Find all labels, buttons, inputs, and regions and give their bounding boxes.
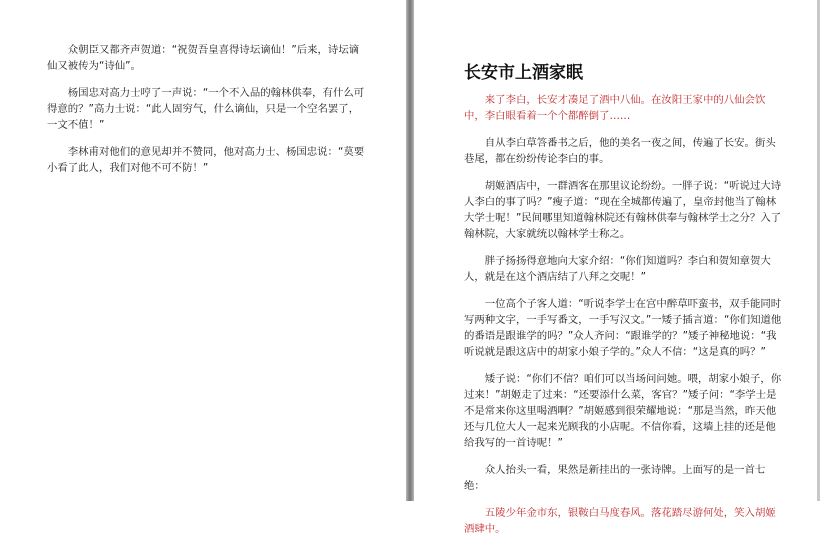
left-page-content <box>47 42 365 187</box>
right-page-paragraphs <box>464 92 784 537</box>
chapter-title: 长安市上酒家眠 <box>464 63 583 83</box>
right-paragraph: 自从李白草答番书之后，他的美名一夜之间，传遍了长安。街头巷尾，都在纷纷传论李白的事。 <box>464 137 776 165</box>
page-gutter <box>406 0 414 501</box>
right-paragraph: 矮子说：“你们不信？咱们可以当场问问她。喂，胡家小娘子，你过来！”胡姬走了过来：“还要添什么菜，客官？”矮子问：“李学士是不是常来你这里喝酒啊？”胡姬感到很荣耀地说：“那是当然，昨天他还与几位大人一起来光顾我的小店呢。不信你看，这墙上挂的还是他给我写的一首诗呢！” <box>464 373 782 449</box>
right-paragraph: 来了李白，长安才凑足了酒中八仙。在汝阳王家中的八仙会饮中，李白眼看着一个个都醉倒了…… <box>464 94 766 122</box>
right-page-content <box>464 62 784 548</box>
right-paragraph: 五陵少年金市东，银鞍白马度春风。落花踏尽游何处，笑入胡姬酒肆中。 <box>464 507 776 535</box>
right-paragraph: 胡姬酒店中，一群酒客在那里议论纷纷。一胖子说：“听说过大诗人李白的事了吗？”瘦子道：“现在全城都传遍了，皇帝封他当了翰林大学士呢！”民间哪里知道翰林院还有翰林供奉与翰林学士之分？入了翰林院，大家就统以翰林学士称之。 <box>464 180 782 240</box>
left-paragraph: 众朝臣又都齐声贺道：“祝贺吾皇喜得诗坛谪仙！”后来，诗坛谪仙又被传为“诗仙”。 <box>47 44 360 72</box>
left-paragraph: 杨国忠对高力士哼了一声说：“一个不入品的翰林供奉，有什么可得意的？”高力士说：“此人固穷气，什么谪仙，只是一个空名罢了，一文不值！” <box>47 87 365 131</box>
right-paragraph: 众人抬头一看，果然是新挂出的一张诗牌。上面写的是一首七绝： <box>464 464 766 492</box>
right-paragraph: 胖子扬扬得意地向大家介绍：“你们知道吗？李白和贺知章贺大人，就是在这个酒店结了八拜之交呢！” <box>464 255 771 283</box>
left-paragraph: 李林甫对他们的意见却并不赞同，他对高力士、杨国忠说：“莫要小看了此人，我们对他不可不防！” <box>47 146 365 174</box>
right-page <box>414 0 820 535</box>
left-page <box>0 0 406 501</box>
right-paragraph: 一位高个子客人道：“听说李学士在宫中醉草吓蛮书，双手能同时写两种文字，一手写番文，一手写汉文。”一矮子插言道：“你们知道他的番语是跟谁学的吗？”众人齐问：“跟谁学的？”矮子神秘地说：“我听说就是跟这店中的胡家小娘子学的。”众人不信：“这是真的吗？” <box>464 298 782 358</box>
